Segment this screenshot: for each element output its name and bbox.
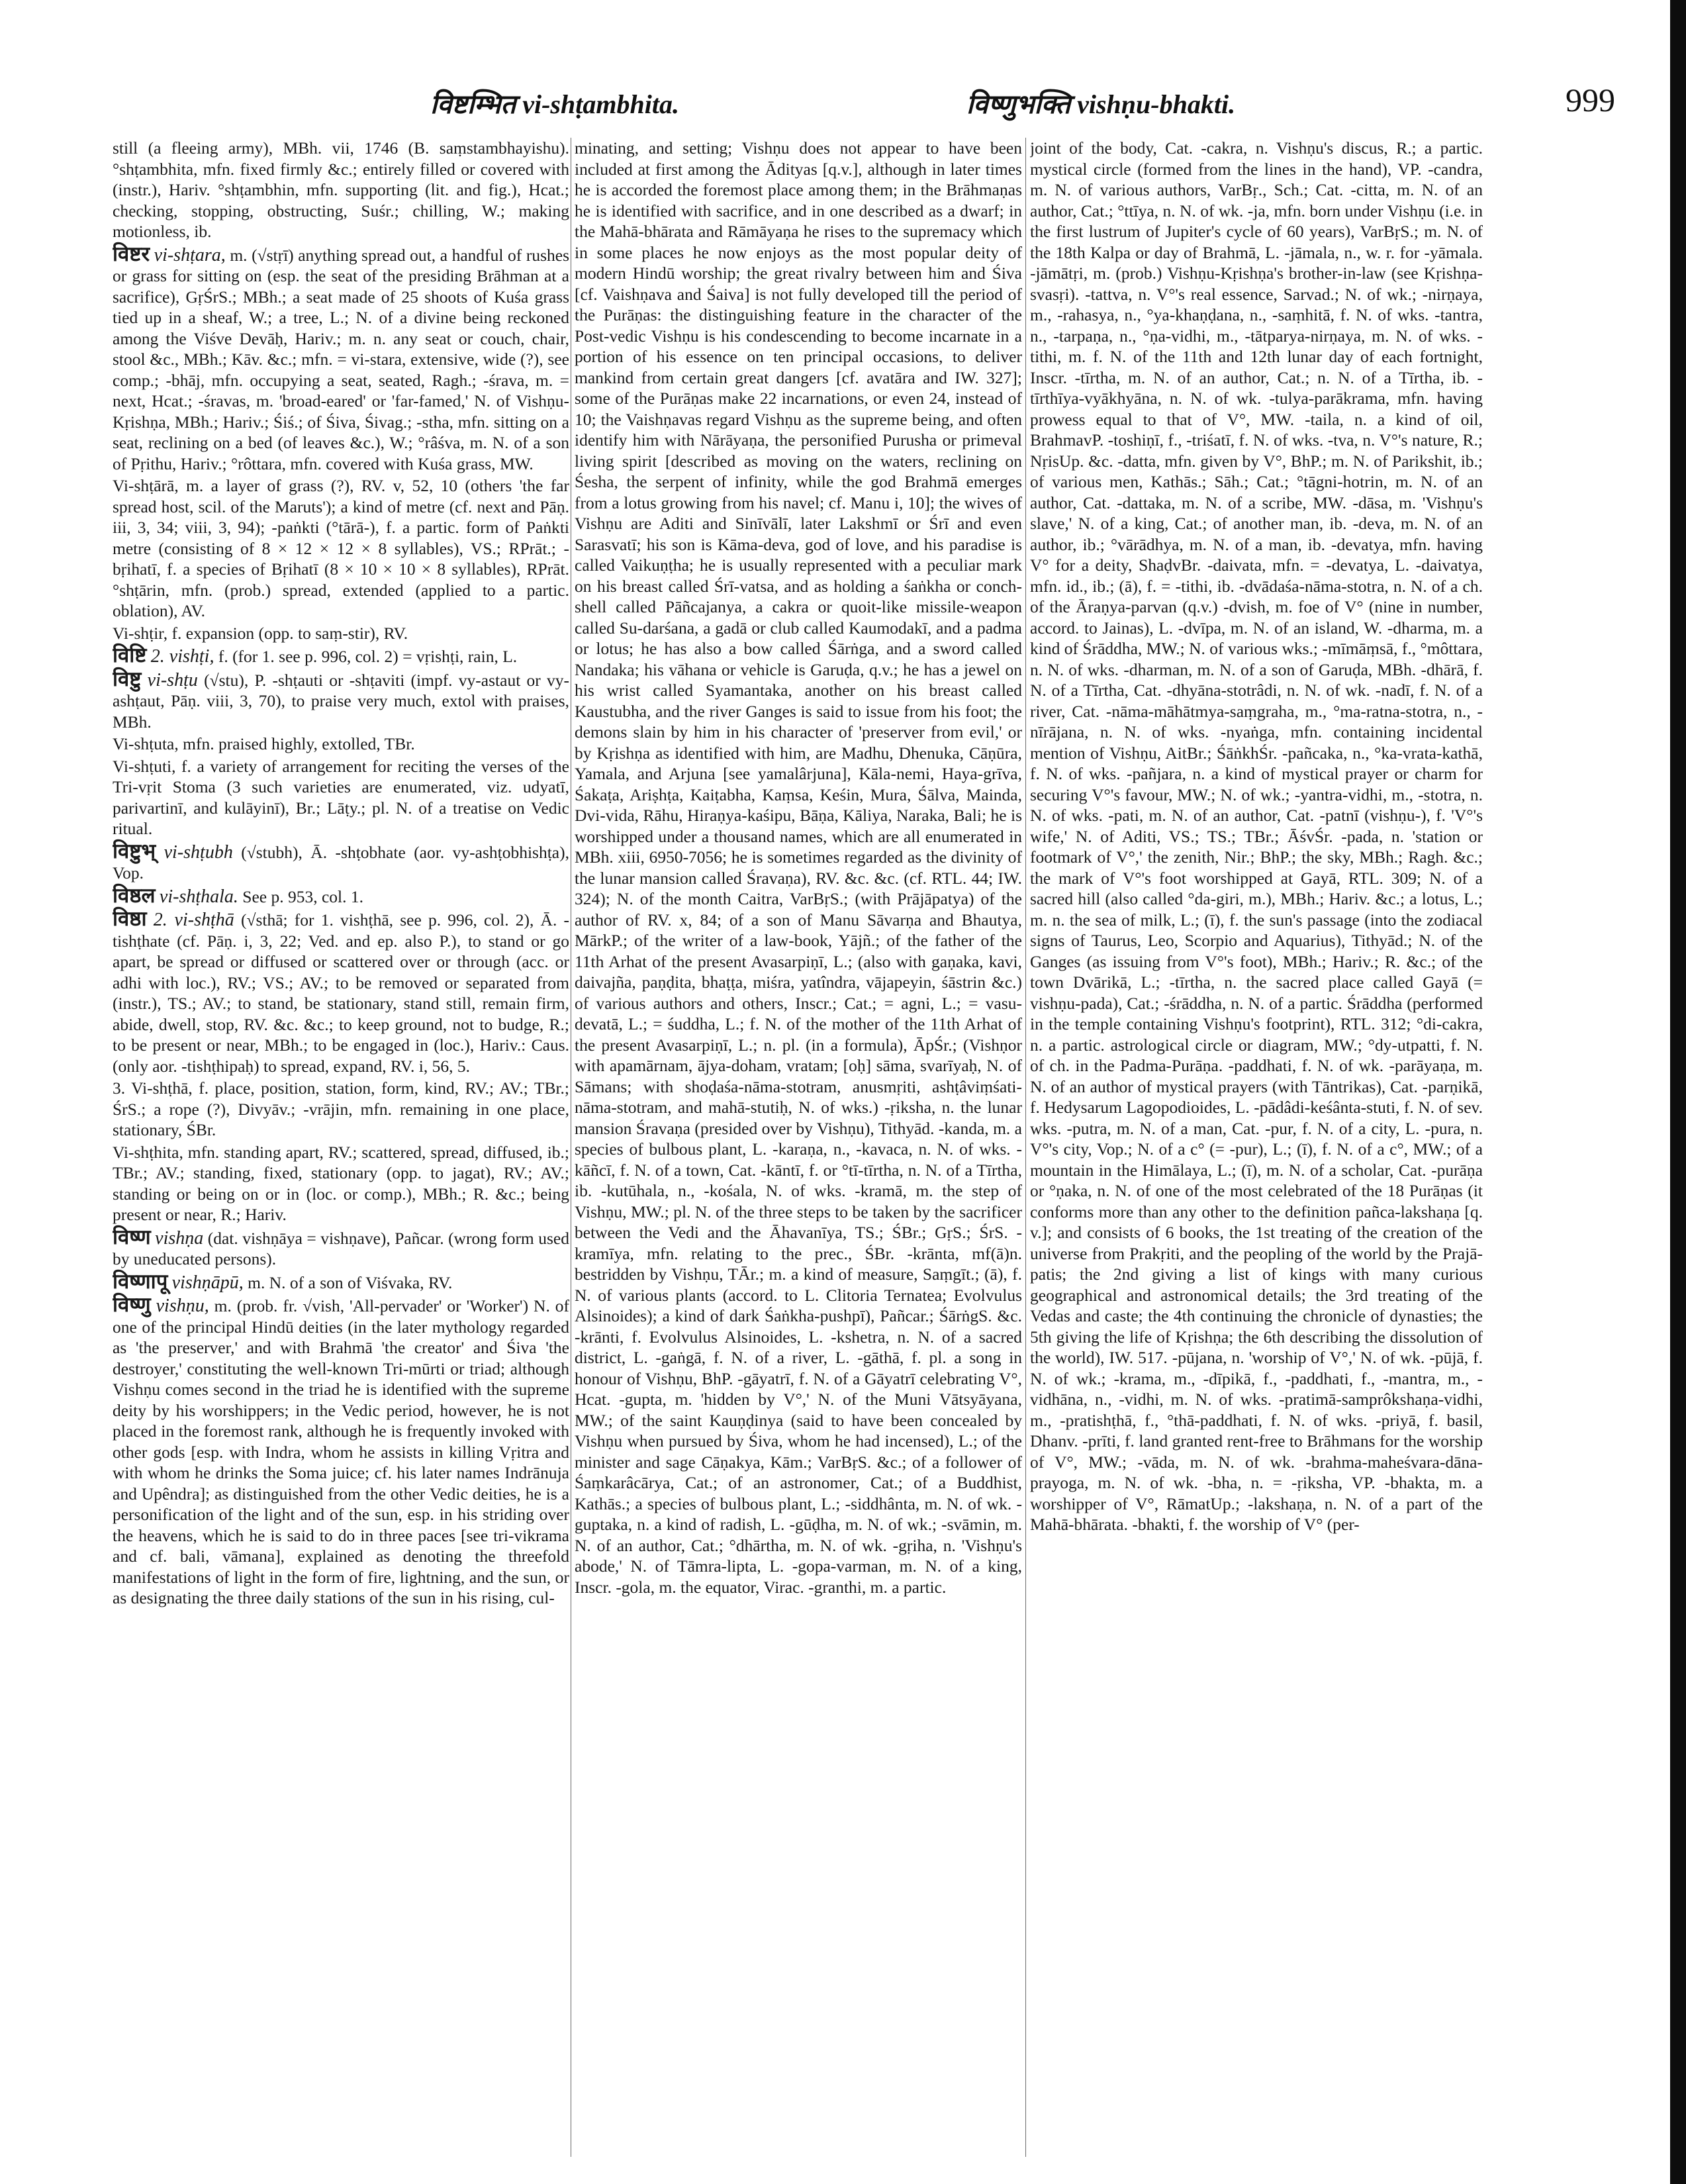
page-header: [113, 78, 1628, 124]
dictionary-entry: [113, 734, 569, 755]
entry-text: Vi-shṭārā, m. a layer of grass (?), RV. v, 52, 10 (others 'the far spread host, scil. of the Maruts'); a kind of metre (cf. next and Pāṇ. iii, 3, 34; viii, 3, 94); -paṅkti (°tārā-), f. a partic. form of Paṅkti metre (consisting of 8 × 12 × 12 × 8 syllables), VS.; RPrāt.; -bṛihatī, f. a species of Bṛihatī (8 × 10 × 10 × 8 syllables), RPrāt. °shṭārin, mfn. (prob.) spread, extended (applied to a partic. oblation), AV.: [113, 476, 569, 620]
dictionary-entry: [113, 244, 569, 475]
headword-devanagari: विष्टुभ्: [113, 839, 156, 863]
dictionary-entry: [113, 138, 569, 242]
dictionary-entry: [113, 885, 569, 908]
entry-text: minating, and setting; Vishṇu does not appear to have been included at first among the Ādityas [q.v.], although in later times he is accorded the foremost place among them; in the Brāhmaṇas he is identified with sacrifice, and in one described as a dwarf; in the Mahā-bhārata and Rāmāyaṇa he rises to the supremacy which in some places he now enjoys as the most popular deity of modern Hindū worship; the great rivalry between him and Śiva [cf. Vaishṇava and Śaiva] is not fully developed till the period of the Purāṇas: the distinguishing feature in the character of the Post-vedic Vishṇu is his condescending to become incarnate in a portion of his essence on ten principal occasions, to deliver mankind from certain great dangers [cf. avatāra and IW. 327]; some of the Purāṇas make 22 incarnations, or even 24, instead of 10; the Vaishṇavas regard Vishṇu as the supreme being, and often identify him with Nārāyaṇa, the personified Purusha or primeval living spirit [described as moving on the waters, reclining on Śesha, the serpent of infinity, while the god Brahmā emerges from a lotus growing from his navel; cf. Manu i, 10]; the wives of Vishṇu are Aditi and Sinīvālī, later Lakshmī or Śrī and even Sarasvatī; his son is Kāma-deva, god of love, and his paradise is called Vaikuṇṭha; he is usually represented with a peculiar mark on his breast called Śrī-vatsa, and as holding a śaṅkha or conch-shell called Pāñcajanya, a cakra or quoit-like missile-weapon called Su-darśana, a gadā or club called Kaumodakī, and a padma or lotus; he has also a bow called Śārṅga, and a sword called Nandaka; his vāhana or vehicle is Garuḍa, q.v.; he has a jewel on his wrist called Syamantaka, another on his breast called Kaustubha, and the river Ganges is said to issue from his foot; the demons slain by him in his character of 'preserver from evil,' or by Kṛishṇa as identified with him, are Madhu, Dhenuka, Cāṇūra, Yamala, and Arjuna [see yamalârjuna], Kāla-nemi, Haya-grīva, Śakaṭa, Ariṣhṭa, Kaiṭabha, Kaṃsa, Keśin, Mura, Śālva, Mainda, Dvi-vida, Rāhu, Hiraṇya-kaśipu, Bāṇa, Kāliya, Naraka, Bali; he is worshipped under a thousand names, which are all enumerated in MBh. xiii, 6950-7056; he is sometimes regarded as the divinity of the lunar mansion called Śravaṇa), RV. &c. &c. (cf. RTL. 44; IW. 324); N. of the month Caitra, VarBṛS.; (with Prājāpatya) of the author of RV. x, 84; of a son of Manu Sāvarṇa and Bhautya, MārkP.; of the writer of a law-book, Yājñ.; of the father of the 11th Arhat of the present Avasarpiṇī, L.; (also with gaṇaka, kavi, daivajña, paṇḍita, bhaṭṭa, miśra, yatîndra, vājapeyin, śāstrin &c.) of various authors and others, Inscr.; Cat.; = agni, L.; = vasu-devatā, L.; = śuddha, L.; f. N. of the mother of the 11th Arhat of the present Avasarpiṇī, L.; n. pl. (in a formula), ĀpŚr.; (Vishṇor with apamārnam, ājya-doham, vratam; [oḥ] sāma, svarīyaḥ, N. of Sāmans; with shoḍaśa-nāma-stotram, anusmṛiti, ashṭâviṃśati-nāma-stotram, and mahā-stutiḥ, N. of wks.) -ṛiksha, n. the lunar mansion Śravaṇa (presided over by Vishṇu), Tithyād. -kanda, m. a species of bulbous plant, L. -karaṇa, n., -kavaca, n. N. of wks. -kāñcī, f. N. of a town, Cat. -kāntī, f. or °tī-tīrtha, n. N. of a Tīrtha, ib. -kutūhala, n., -kośala, N. of wks. -kramā, m. the step of Vishṇu, MW.; pl. N. of the three steps to be taken by the sacrificer between the Vedi and the Āhavanīya, TS.; ŚBr.; GṛS.; ŚrS. -kramīya, mfn. relating to the prec., ŚBr. -krānta, mf(ā)n. bestridden by Vishṇu, TĀr.; m. a kind of measure, Saṃgīt.; (ā), f. N. of various plants (accord. to L. Clitoria Ternatea; Evolvulus Alsinoides); a kind of dark Śaṅkha-pushpī), Pañcar.; ŚārṅgS. &c. -krānti, f. Evolvulus Alsinoides, L. -kshetra, n. N. of a sacred district, L. -gaṅgā, f. N. of a river, L. -gāthā, f. pl. a song in honour of Vishṇu, BhP. -gāyatrī, f. N. of a Gāyatrī celebrating V°, Hcat. -gupta, m. 'hidden by V°,' N. of the Muni Vātsyāyana, MW.; of the saint Kauṇḍinya (said to have been concealed by Vishṇu when pursued by Śiva, whom he had incensed), L.; of the minister and sage Cāṇakya, Kām.; VarBṛS. &c.; of a follower of Śaṃkarâcārya, Cat.; of an astronomer, Cat.; of a Buddhist, Kathās.; a species of bulbous plant, L.; -siddhânta, m. N. of wk. -guptaka, n. a kind of radish, L. -gūḍha, m. N. of wk.; -svāmin, m. N. of an author, Cat.; °dhārtha, m. N. of wk. -gṛiha, n. 'Vishṇu's abode,' N. of Tāmra-lipta, L. -gopa-varman, m. N. of a king, Inscr. -gola, m. the equator, Virac. -granthi, m. a partic.: [575, 138, 1022, 1597]
headword-transliteration: 2. vi-shṭhā: [153, 910, 234, 930]
dictionary-entry: [1030, 138, 1483, 1535]
entry-text: joint of the body, Cat. -cakra, n. Vishṇu's discus, R.; a partic. mystical circle (formed from the lines in the hand), VP. -candra, m. N. of various authors, VarBṛ., Sch.; Cat. -citta, m. N. of an author, Cat.; °ttīya, n. N. of wk. -ja, mfn. born under Vishṇu (i.e. in the first lustrum of Jupiter's cycle of 60 years), VarBṛS.; m. N. of the 18th Kalpa or day of Brahmā, L. -jāmala, n., w. r. for -yāmala. -jāmātṛi, m. (prob.) Vishṇu-Kṛishṇa's brother-in-law (see Kṛishṇa-svasṛi). -tattva, n. V°'s real essence, Sarvad.; N. of wk.; -nirṇaya, m., -rahasya, n., °ya-khaṇḍana, n., -saṃhitā, f. N. of wks. -tantra, n., -tarpaṇa, n., °ṇa-vidhi, m., -tātparya-nirṇaya, m. N. of wks. -tithi, m. f. N. of the 11th and 12th lunar day of each fortnight, Inscr. -tīrtha, m. N. of an author, Cat.; n. N. of a Tīrtha, ib. -tīrthīya-vyākhyāna, n. N. of wk. -tulya-parākrama, mfn. having prowess equal to that of V°, MW. -taila, n. a kind of oil, BrahmavP. -toshiṇī, f., -triśatī, f. N. of wks. -tva, n. V°'s nature, R.; NṛisUp. &c. -datta, mfn. given by V°, BhP.; m. N. of Parikshit, ib.; of various men, Kathās.; Sāh.; Cat.; °tāgni-hotrin, m. N. of an author, Cat. -dattaka, m. N. of a scribe, MW. -dāsa, m. 'Vishṇu's slave,' N. of a king, Cat.; of another man, ib. -deva, m. N. of an author, ib.; °vārādhya, m. N. of a man, ib. -devatya, mfn. having V° for a deity, ShaḍvBr. -daivata, mfn. = -devatya, L. -daivatya, mfn. id., ib.; (ā), f. = -tithi, ib. -dvādaśa-nāma-stotra, n. N. of a ch. of the Āraṇya-parvan (q.v.) -dvish, m. foe of V° (nine in number, accord. to Jainas), L. -dvīpa, m. N. of an island, W. -dharma, m. a kind of Śrāddha, MW.; N. of various wks.; -mīmāṃsā, f., °môttara, n. N. of wks. -dharman, m. N. of a son of Garuḍa, MBh. -dhārā, f. N. of a Tīrtha, Cat. -dhyāna-stotrâdi, n. N. of wk. -nadī, f. N. of a river, Cat. -nāma-māhātmya-saṃgraha, m., °ma-ratna-stotra, n., -nīrājana, n. N. of wks. -nyaṅga, mfn. containing incidental mention of Vishṇu, AitBr.; ŚāṅkhŚr. -pañcaka, n., °ka-vrata-kathā, f. N. of wks. -pañjara, n. a kind of mystical prayer or charm for securing V°'s favour, MW.; N. of wk.; -yantra-vidhi, m., -stotra, n. N. of wks. -pati, m. N. of an author, Cat. -patnī (vishṇu-), f. 'V°'s wife,' N. of Aditi, VS.; TS.; TBr.; ĀśvŚr. -pada, n. 'station or footmark of V°,' the zenith, Nir.; BhP.; the sky, MBh.; Ragh. &c.; the mark of V°'s foot worshipped at Gayā, RTL. 309; N. of a sacred hill (also called °da-giri, m.), MBh.; Hariv. &c.; a lotus, L.; m. n. the sea of milk, L.; (ī), f. the sun's passage (into the zodiacal signs of Taurus, Leo, Scorpio and Aquarius), Tithyād.; N. of the Ganges (as issuing from V°'s foot), MBh.; Hariv.; R. &c.; of the town Dvārikā, L.; -tīrtha, n. the sacred place called Gayā (= vishṇu-pada), Cat.; -śrāddha, n. N. of a partic. Śrāddha (performed in the temple containing Vishṇu's footprint), RTL. 312; °di-cakra, n. a partic. astrological circle or diagram, MW.; °dy-utpatti, f. N. of ch. in the Padma-Purāṇa. -paddhati, f. N. of wk. -parāyaṇa, m. N. of an author of mystical prayers (with Tāntrikas), Cat. -parṇikā, f. Hedysarum Lagopodioides, L. -pādâdi-keśânta-stuti, f. N. of sev. wks. -putra, m. N. of a man, Cat. -pur, f. N. of a city, L. -pura, n. V°'s city, Vop.; N. of a c° (= -pur), L.; (ī), f. N. of a c°, MW.; of a mountain in the Himālaya, L.; (ī), m. N. of a scholar, Cat. -purāṇa or °ṇaka, n. N. of one of the most celebrated of the 18 Purāṇas (it conforms more than any other to the definition pañca-lakshaṇa [q. v.]; and consists of 6 books, the 1st treating of the creation of the universe from Prakṛiti, and the peopling of the world by the Prajā-patis; the 2nd giving a list of kings with many curious geographical and astronomical details; the 3rd treating of the Vedas and caste; the 4th continuing the chronicle of dynasties; the 5th giving the life of Kṛishṇa; the 6th describing the dissolution of the world), IW. 517. -pūjana, n. 'worship of V°,' N. of wk. -pūjā, f. N. of wk.; -krama, m., -dīpikā, f., -paddhati, f., -mantra, m., -vidhāna, n., -vidhi, m. N. of wks. -pratimā-samprôkshaṇa-vidhi, m., -pratishṭhā, f., °thā-paddhati, f. N. of wks. -priyā, f. basil, Dhanv. -prīti, f. land granted rent-free to Brāhmans for the worship of V°, MW.; -vāda, m. N. of wk. -brahma-maheśvara-dāna-prayoga, m. N. of wk. -bha, n. = -ṛiksha, VP. -bhakta, m. a worshipper of V°, RāmatUp.; -lakshaṇa, n. N. of a part of the Mahā-bhārata. -bhakti, f. the worship of V° (per-: [1030, 138, 1483, 1534]
page-number: 999: [1566, 81, 1615, 119]
column-1: [113, 138, 569, 2163]
entry-text: m. N. of a son of Viśvaka, RV.: [248, 1272, 453, 1292]
entry-text: f. (for 1. see p. 996, col. 2) = vṛishṭi, rain, L.: [218, 647, 518, 666]
entry-text: m. (prob. fr. √vish, 'All-pervader' or 'Worker') N. of one of the principal Hindū deities (in the later mythology regarded as 'the preserver,' and with Brahmā 'the creator' and Śiva 'the destroyer,' constituting the well-known Tri-mūrti or triad; although Vishṇu comes second in the triad he is identified with the supreme deity by his worshippers; in the Vedic period, however, he is not placed in the foremost rank, although he is frequently invoked with other gods [esp. with Indra, whom he assists in killing Vṛitra and with whom he drinks the Soma juice; cf. his later names Indrānuja and Upêndra]; as distinguished from the other Vedic deities, he is a personification of the light and of the sun, esp. in his striding over the heavens, which he is said to do in three paces [see tri-vikrama and cf. bali, vāmana], explained as denoting the threefold manifestations of light in the form of fire, lightning, and the sun, or as designating the three daily stations of the sun in his rising, cul-: [113, 1296, 569, 1607]
column-2: [575, 138, 1022, 2163]
entry-text: Vi-shṭuti, f. a variety of arrangement for reciting the verses of the Tri-vṛit Stoma (3 such varieties are enumerated, viz. udyatī, parivartinī, and kulāyinī), Br.; Lāṭy.; pl. N. of a treatise on Vedic ritual.: [113, 756, 569, 838]
entry-text: Vi-shṭir, f. expansion (opp. to saṃ-stir), RV.: [113, 623, 408, 643]
dictionary-entry: [113, 475, 569, 622]
entry-text: still (a fleeing army), MBh. vii, 1746 (B. saṃstambhayishu). °shṭambhita, mfn. fixed firmly &c.; entirely filled or covered with (instr.), Hariv. °shṭambhin, mfn. supporting (lit. and fig.), Hcat.; checking, stopping, obstructing, Suśr.; chilling, W.; making motionless, ib.: [113, 138, 569, 241]
headword-devanagari: विष्टि: [113, 643, 147, 667]
column-3: [1030, 138, 1483, 2163]
headword-transliteration: vi-shṭhala.: [159, 886, 238, 907]
dictionary-entry: [113, 1227, 569, 1270]
dictionary-entry: [113, 841, 569, 884]
entry-text: (√stubh), Ā. -shṭobhate (aor. vy-ashṭobhishṭa), Vop.: [113, 842, 569, 882]
headword-transliteration: 2. vishṭi,: [150, 646, 214, 667]
entry-text: Vi-shṭhita, mfn. standing apart, RV.; scattered, spread, diffused, ib.; TBr.; AV.; standing, fixed, stationary (opp. to jagat), RV.; AV.; standing or being on or in (loc. or comp.), MBh.; R. &c.; being present or near, R.; Hariv.: [113, 1142, 569, 1224]
entry-text: m. (√stṛī) anything spread out, a handful of rushes or grass for sitting on (esp. the seat of the presiding Brāhman at a sacrifice), GṛŚrS.; MBh.; a seat made of 25 shoots of Kuśa grass tied up in a sheaf, W.; a tree, L.; N. of a divine being reckoned among the Viśve Devāḥ, Hariv.; m. n. any seat or couch, chair, stool &c., MBh.; Kāv. &c.; mfn. = vi-stara, extensive, wide (?), see comp.; -bhāj, mfn. occupying a seat, seated, Ragh.; -śrava, m. = next, Hcat.; -śravas, m. 'broad-eared' or 'far-famed,' N. of Vishṇu-Kṛishṇa, MBh.; Hariv.; Śiś.; of Śiva, Śivag.; -stha, mfn. sitting on a seat, reclining on a bed (of leaves &c.), W.; °râśva, m. N. of a son of Pṛithu, Hariv.; °rôttara, mfn. covered with Kuśa grass, MW.: [113, 245, 569, 473]
dictionary-entry: [113, 1142, 569, 1225]
headword-transliteration: vi-shṭu: [147, 669, 198, 690]
headword-transliteration: vishṇu,: [156, 1296, 209, 1316]
dictionary-entry: [113, 669, 569, 733]
headword-devanagari: विष्ण: [113, 1225, 151, 1249]
headword-devanagari: विष्टर: [113, 242, 150, 265]
dictionary-entry: [113, 1294, 569, 1609]
header-right-catchword: विष्णुभक्ति vishṇu-bhakti.: [966, 89, 1236, 119]
headword-transliteration: vishṇāpū,: [171, 1272, 244, 1293]
headword-transliteration: vi-shṭara,: [154, 244, 226, 265]
headword-transliteration: vishṇa: [155, 1227, 204, 1249]
headword-devanagari: विष्णु: [113, 1293, 151, 1316]
dictionary-entry: [113, 908, 569, 1076]
headword-transliteration: vi-shṭubh: [164, 841, 233, 863]
headword-devanagari: विष्टु: [113, 667, 142, 690]
dictionary-entry: [113, 1271, 569, 1294]
dictionary-entry: [113, 756, 569, 839]
entry-text: 3. Vi-shṭhā, f. place, position, station, form, kind, RV.; AV.; TBr.; ŚrS.; a rope (?), Divyāv.; -vrājin, mfn. remaining in one place, stationary, ŚBr.: [113, 1078, 569, 1139]
dictionary-entry: [575, 138, 1022, 1597]
dictionary-entry: [113, 623, 569, 644]
entry-text: See p. 953, col. 1.: [242, 886, 364, 906]
page-edge-shadow: [1670, 0, 1686, 2184]
entry-text: (√sthā; for 1. vishṭhā, see p. 996, col. 2), Ā. -tishṭhate (cf. Pāṇ. i, 3, 22; Ved. and ep. also P.), to stand or go apart, be spread or diffused or scattered over or through (acc. or adhi with loc.), RV.; VS.; AV.; to be removed or separated from (instr.), TS.; AV.; to stand, be stationary, stand still, remain firm, abide, dwell, stop, RV. &c. &c.; to keep ground, not to budge, R.; to be present or near, MBh.; to be engaged in (loc.), Hariv.: Caus. (only aor. -tishṭhipaḥ) to spread, expand, RV. i, 56, 5.: [113, 910, 569, 1076]
column-divider: [1025, 138, 1026, 2157]
dictionary-entry: [113, 1078, 569, 1141]
dictionary-entry: [113, 645, 569, 667]
headword-devanagari: विष्णापू: [113, 1269, 168, 1293]
entry-text: (√stu), P. -shṭauti or -shṭaviti (impf. vy-astaut or vy-ashṭaut, Pāṇ. viii, 3, 70), to praise very much, extol with praises, MBh.: [113, 670, 569, 732]
entry-text: Vi-shṭuta, mfn. praised highly, extolled, TBr.: [113, 734, 415, 753]
entry-text: (dat. vishṇāya = vishṇave), Pañcar. (wrong form used by uneducated persons).: [113, 1228, 569, 1268]
headword-devanagari: विष्ठा: [113, 907, 147, 930]
headword-devanagari: विष्ठल: [113, 883, 156, 907]
header-left-catchword: विष्टम्भित vi-shṭambhita.: [430, 89, 679, 119]
